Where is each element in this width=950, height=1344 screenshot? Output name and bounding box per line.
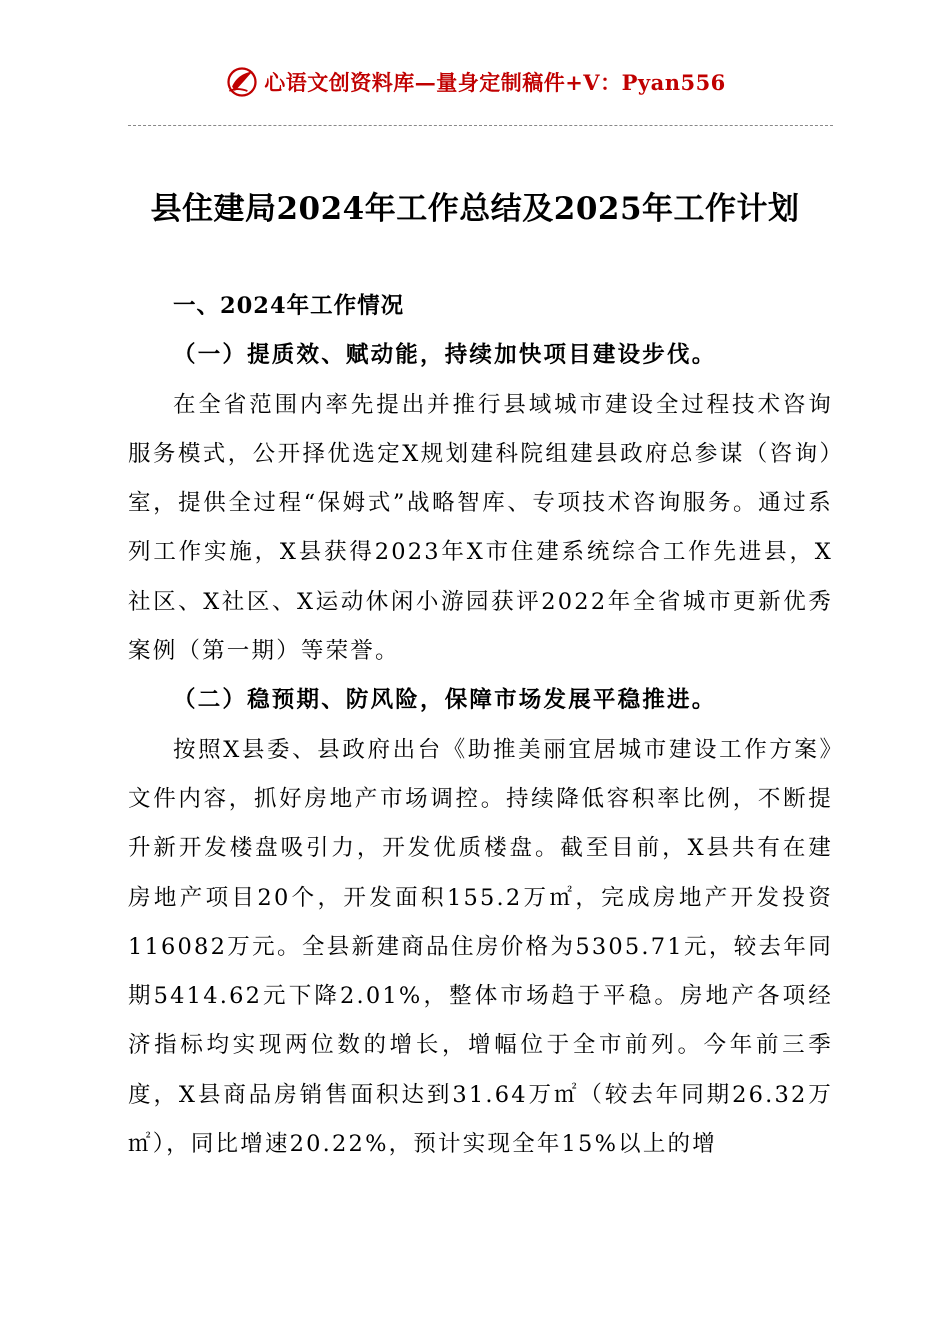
page-header xyxy=(0,62,950,102)
paragraph-1: 在全省范围内率先提出并推行县域城市建设全过程技术咨询服务模式，公开择优选定X规划建科院组建县政府总参谋（咨询）室，提供全过程“保姆式”战略智库、专项技术咨询服务。通过系列工作实施，X县获得2023年X市住建系统综合工作先进县，X社区、X社区、X运动休闲小游园获评2022年全省城市更新优秀案例（第一期）等荣誉。 xyxy=(128,391,833,665)
section-heading: 一、2024年工作情况 xyxy=(173,293,405,319)
document-body xyxy=(128,282,833,1169)
brand-logo-icon xyxy=(224,64,260,100)
document-title: 县住建局2024年工作总结及2025年工作计划 xyxy=(150,191,800,227)
header-divider xyxy=(128,125,833,126)
subsection-heading-2: （二）稳预期、防风险，保障市场发展平稳推进。 xyxy=(173,687,717,714)
subsection-heading-1: （一）提质效、赋动能，持续加快项目建设步伐。 xyxy=(173,342,717,369)
brand-text: 心语文创资料库—量身定制稿件+V：Pyan556 xyxy=(264,70,726,95)
paragraph-2: 按照X县委、县政府出台《助推美丽宜居城市建设工作方案》文件内容，抓好房地产市场调控。持续降低容积率比例，不断提升新开发楼盘吸引力，开发优质楼盘。截至目前，X县共有在建房地产项目20个，开发面积155.2万㎡，完成房地产开发投资116082万元。全县新建商品住房价格为5305.71元，较去年同期5414.62元下降2.01%，整体市场趋于平稳。房地产各项经济指标均实现两位数的增长，增幅位于全市前列。今年前三季度，X县商品房销售面积达到31.64万㎡（较去年同期26.32万㎡），同比增速20.22%，预计实现全年15%以上的增 xyxy=(128,736,833,1158)
